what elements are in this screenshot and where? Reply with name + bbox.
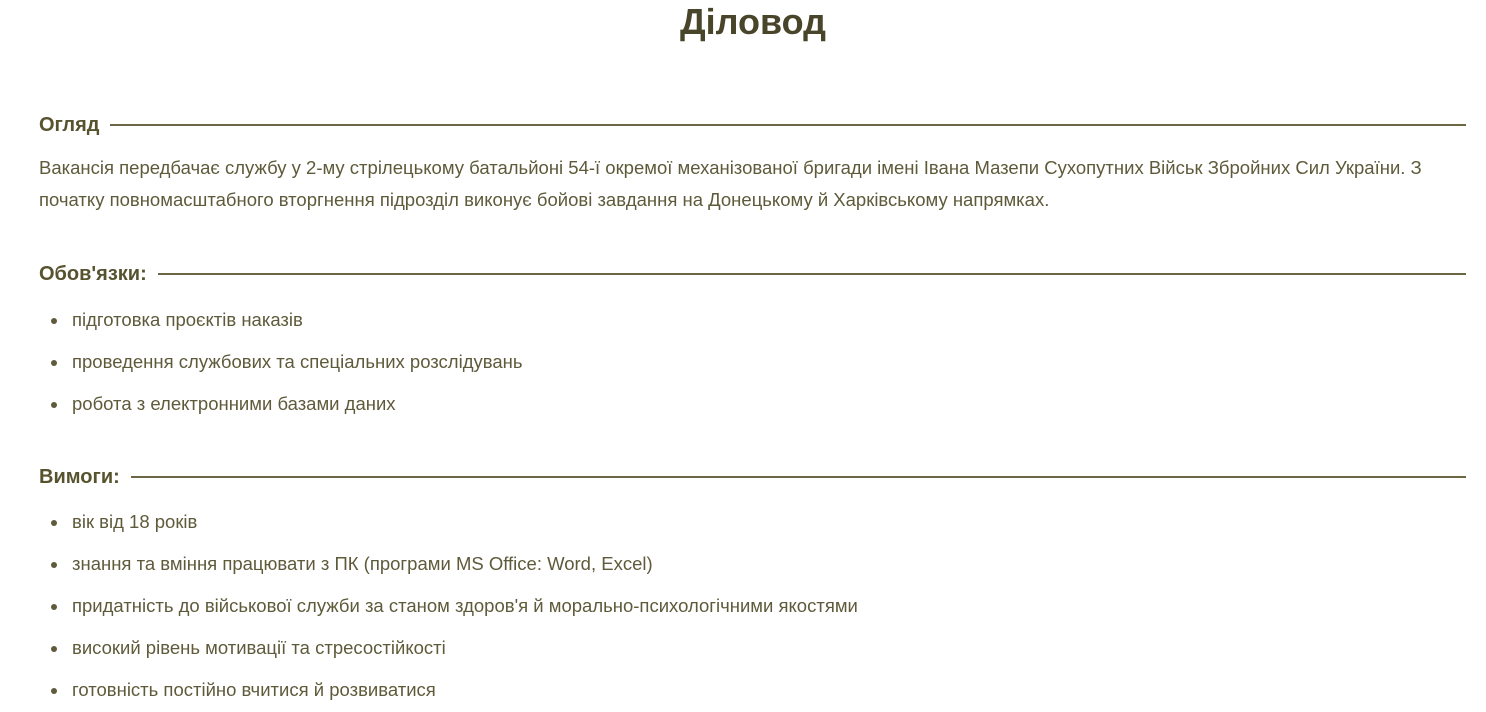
requirements-heading: Вимоги: xyxy=(39,465,120,488)
page-title: Діловод xyxy=(679,1,827,42)
list-item xyxy=(0,383,523,425)
bullet-icon xyxy=(51,520,57,526)
list-item-text: вік від 18 років xyxy=(72,511,198,532)
duties-section-heading xyxy=(39,261,1466,287)
list-item-text: придатність до військової служби за станом здоров'я й морально-психологічними якостями xyxy=(72,595,858,616)
section-divider xyxy=(131,476,1466,478)
list-item xyxy=(0,669,858,711)
list-item xyxy=(0,543,858,585)
bullet-icon xyxy=(51,646,57,652)
bullet-icon xyxy=(51,604,57,610)
list-item xyxy=(0,501,858,543)
bullet-icon xyxy=(51,318,57,324)
requirements-list xyxy=(0,501,858,711)
list-item xyxy=(0,341,523,383)
bullet-icon xyxy=(51,402,57,408)
list-item-text: знання та вміння працювати з ПК (програми MS Office: Word, Excel) xyxy=(72,553,653,574)
list-item xyxy=(0,585,858,627)
list-item-text: високий рівень мотивації та стресостійкості xyxy=(72,637,446,658)
list-item xyxy=(0,299,523,341)
duties-heading: Обов'язки: xyxy=(39,262,147,285)
bullet-icon xyxy=(51,562,57,568)
list-item-text: проведення службових та спеціальних розслідувань xyxy=(72,351,523,372)
overview-section-heading xyxy=(39,112,1466,138)
list-item-text: підготовка проєктів наказів xyxy=(72,309,303,330)
duties-list xyxy=(0,299,523,425)
bullet-icon xyxy=(51,360,57,366)
bullet-icon xyxy=(51,688,57,694)
section-divider xyxy=(158,273,1466,275)
section-divider xyxy=(110,124,1466,126)
overview-text: Вакансія передбачає службу у 2-му стрілецькому батальйоні 54-ї окремої механізованої бригади імені Івана Мазепи Сухопутних Військ Збройних Сил України. З початку повномасштабного вторгнення підрозділ виконує бойові завдання на Донецькому й Харківському напрямках. xyxy=(39,157,1422,210)
list-item-text: готовність постійно вчитися й розвиватися xyxy=(72,679,436,700)
requirements-section-heading xyxy=(39,464,1466,490)
list-item xyxy=(0,627,858,669)
list-item-text: робота з електронними базами даних xyxy=(72,393,396,414)
overview-heading: Огляд xyxy=(39,113,100,136)
